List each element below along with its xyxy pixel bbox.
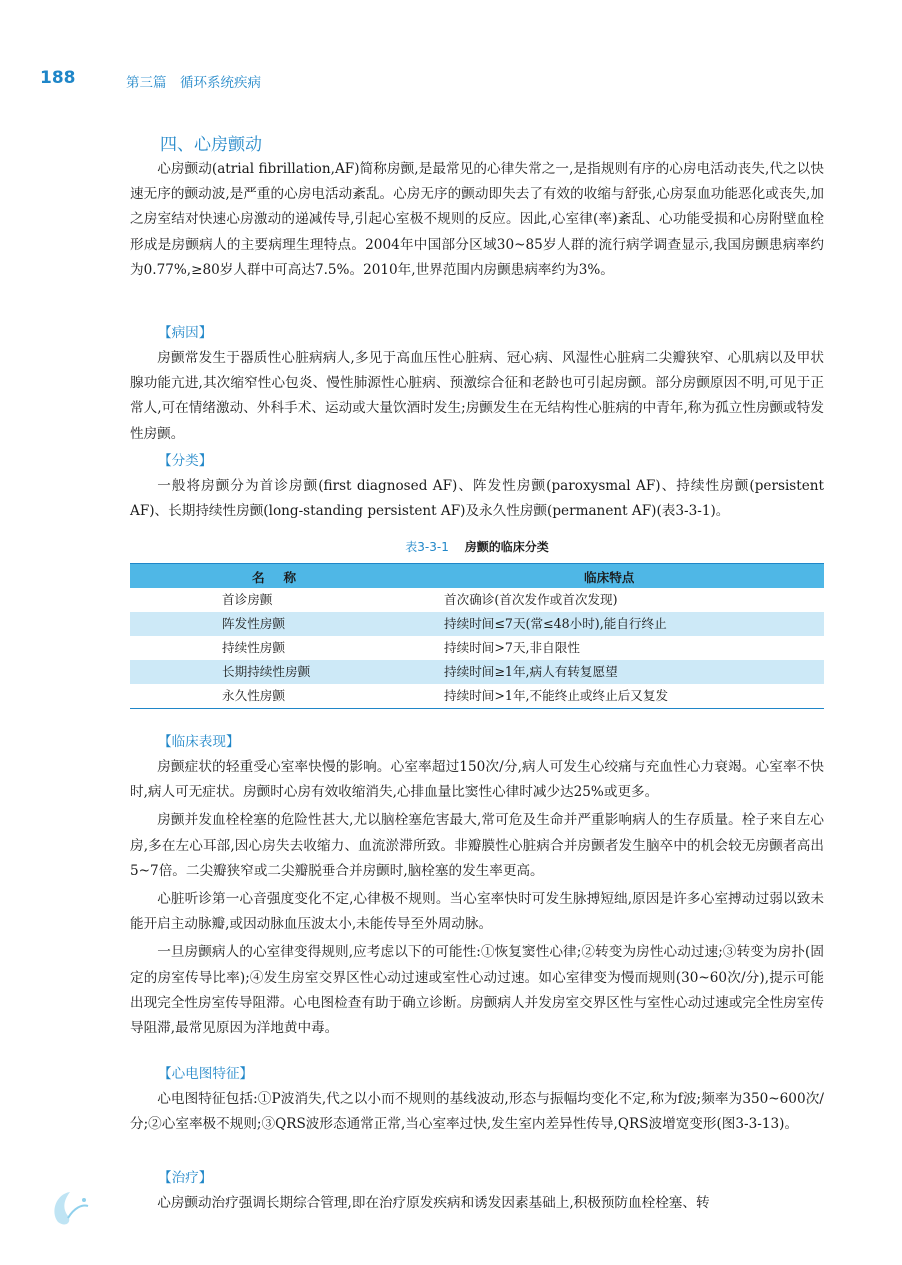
etiology-tag: 【病因】 xyxy=(158,325,213,341)
page-number: 188 xyxy=(40,68,76,88)
clinical-paragraph-2: 房颤并发血栓栓塞的危险性甚大,尤以脑栓塞危害最大,常可危及生命并严重影响病人的生存质量。栓子来自左心房,多在左心耳部,因心房失去收缩力、血流淤滞所致。非瓣膜性心脏病合并房颤者发生脑卒中的机会较无房颤者高出5~7倍。二尖瓣狭窄或二尖瓣脱垂合并房颤时,脑栓塞的发生率更高。 xyxy=(130,812,824,879)
table-header-name: 名称 xyxy=(130,564,444,589)
intro-paragraph: 心房颤动(atrial fibrillation,AF)简称房颤,是最常见的心律失常之一,是指规则有序的心房电活动丧失,代之以快速无序的颤动波,是严重的心房电活动紊乱。心房无序的颤动即失去了有效的收缩与舒张,心房泵血功能恶化或丧失,加之房室结对快速心房激动的递减传导,引起心室极不规则的反应。因此,心室律(率)紊乱、心功能受损和心房附壁血栓形成是房颤病人的主要病理生理特点。2004年中国部分区域30~85岁人群的流行病学调查显示,我国房颤患病率约为0.77%,≥80岁人群中可高达7.5%。2010年,世界范围内房颤患病率约为3%。 xyxy=(130,161,824,278)
treatment-paragraph: 心房颤动治疗强调长期综合管理,即在治疗原发疾病和诱发因素基础上,积极预防血栓栓塞、转 xyxy=(157,1195,710,1211)
treatment-tag: 【治疗】 xyxy=(158,1170,213,1186)
table-header-feature: 临床特点 xyxy=(444,564,824,589)
table-cell-name: 永久性房颤 xyxy=(130,684,444,709)
classification-block xyxy=(130,449,824,524)
ecg-block xyxy=(130,1062,824,1137)
table-cell-name: 持续性房颤 xyxy=(222,640,285,655)
table-caption-number: 表3-3-1 xyxy=(405,540,449,554)
table-cell-name: 长期持续性房颤 xyxy=(222,664,311,679)
clinical-paragraph-4: 一旦房颤病人的心室律变得规则,应考虑以下的可能性:①恢复窦性心律;②转变为房性心动过速;③转变为房扑(固定的房室传导比率);④发生房室交界区性心动过速或室性心动过速。如心室律变为慢而规则(30~60次/分),提示可能出现完全性房室传导阻滞。心电图检查有助于确立诊断。房颤病人并发房室交界区性与室性心动过速或完全性房室传导阻滞,最常见原因为洋地黄中毒。 xyxy=(130,944,824,1037)
table-cell-feature: 持续时间>7天,非自限性 xyxy=(444,640,580,655)
table-header-row xyxy=(130,564,824,589)
ecg-paragraph: 心电图特征包括:①P波消失,代之以小而不规则的基线波动,形态与振幅均变化不定,称为f波;频率为350~600次/分;②心室率极不规则;③QRS波形态通常正常,当心室率过快,发生室内差异性传导,QRS波增宽变形(图3-3-13)。 xyxy=(130,1091,824,1133)
section-title: 四、心房颤动 xyxy=(160,135,262,155)
table-cell-name: 首诊房颤 xyxy=(222,592,273,607)
page-header xyxy=(40,68,860,98)
clinical-block xyxy=(130,730,824,1041)
af-classification-table xyxy=(130,563,824,709)
clinical-paragraph-3: 心脏听诊第一心音强度变化不定,心律极不规则。当心室率快时可发生脉搏短绌,原因是许多心室搏动过弱以致未能开启主动脉瓣,或因动脉血压波太小,未能传导至外周动脉。 xyxy=(130,891,824,933)
table-caption xyxy=(130,538,824,556)
table-cell-feature: 持续时间≥1年,病人有转复愿望 xyxy=(444,664,618,679)
table-row xyxy=(130,660,824,684)
table-row xyxy=(130,636,824,660)
etiology-block xyxy=(130,321,824,447)
table-cell-name: 阵发性房颤 xyxy=(222,616,285,631)
table-cell-feature: 持续时间>1年,不能终止或终止后又复发 xyxy=(444,684,824,709)
clinical-tag: 【临床表现】 xyxy=(158,734,240,750)
table-cell-feature: 持续时间≤7天(常≤48小时),能自行终止 xyxy=(444,616,667,631)
etiology-paragraph: 房颤常发生于器质性心脏病病人,多见于高血压性心脏病、冠心病、风湿性心脏病二尖瓣狭窄、心肌病以及甲状腺功能亢进,其次缩窄性心包炎、慢性肺源性心脏病、预激综合征和老龄也可引起房颤。部分房颤原因不明,可见于正常人,可在情绪激动、外科手术、运动或大量饮酒时发生;房颤发生在无结构性心脏病的中青年,称为孤立性房颤或特发性房颤。 xyxy=(130,350,824,442)
notes-logo-icon xyxy=(44,1182,96,1234)
table-row xyxy=(130,588,824,612)
classification-tag: 【分类】 xyxy=(158,453,213,469)
ecg-tag: 【心电图特征】 xyxy=(158,1066,254,1082)
table-cell-feature: 首次确诊(首次发作或首次发现) xyxy=(444,592,618,607)
intro-block xyxy=(130,157,824,283)
table-row xyxy=(130,684,824,709)
table-row xyxy=(130,612,824,636)
clinical-paragraph-1: 房颤症状的轻重受心室率快慢的影响。心室率超过150次/分,病人可发生心绞痛与充血性心力衰竭。心室率不快时,病人可无症状。房颤时心房有效收缩消失,心排血量比窦性心律时减少达25%或更多。 xyxy=(130,759,824,801)
classification-paragraph: 一般将房颤分为首诊房颤(first diagnosed AF)、阵发性房颤(paroxysmal AF)、持续性房颤(persistent AF)、长期持续性房颤(long-standing persistent AF)及永久性房颤(permanent AF)(表3-3-1)。 xyxy=(130,478,824,520)
table-caption-title: 房颤的临床分类 xyxy=(464,540,549,554)
chapter-title: 第三篇 循环系统疾病 xyxy=(126,75,261,91)
treatment-block xyxy=(130,1166,824,1216)
